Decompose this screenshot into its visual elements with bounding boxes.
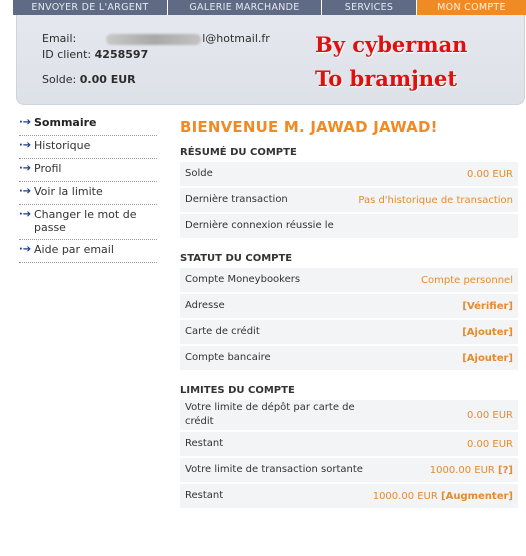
sidebar-item-label: Aide par email	[34, 243, 114, 256]
verify-address-link[interactable]: [Vérifier]	[462, 300, 513, 312]
add-credit-card-link[interactable]: [Ajouter]	[462, 326, 513, 338]
sidebar-item-label: Sommaire	[34, 116, 97, 129]
limits-row-card-deposit	[180, 400, 518, 432]
add-bank-account-link[interactable]: [Ajouter]	[462, 352, 513, 364]
sidebar-item-label: Historique	[34, 139, 91, 152]
arrow-bullet-icon: ·➔	[19, 209, 32, 220]
sidebar-item-profile[interactable]	[19, 159, 157, 182]
tab-my-account[interactable]: MON COMPTE	[417, 0, 526, 15]
email-label: Email:	[42, 32, 77, 45]
row-key: Compte Moneybookers	[185, 274, 301, 285]
account-header	[16, 15, 525, 105]
row-key: Votre limite de dépôt par carte de crédit	[185, 402, 355, 427]
client-id-line	[42, 48, 148, 61]
arrow-bullet-icon: ·➔	[19, 163, 32, 174]
balance-label: Solde:	[42, 73, 77, 86]
row-key: Carte de crédit	[185, 326, 260, 337]
sidebar-item-change-password[interactable]	[19, 205, 157, 240]
limits-row-remaining-deposit	[180, 432, 518, 458]
status-row-address	[180, 294, 518, 320]
watermark-line-1: By cyberman	[315, 32, 468, 57]
row-value: 0.00 EUR	[466, 438, 513, 450]
balance-value: 0.00 EUR	[79, 73, 136, 86]
sidebar-item-summary[interactable]	[19, 113, 157, 136]
row-key: Votre limite de transaction sortante	[185, 464, 363, 475]
row-value: 0.00 EUR	[466, 168, 513, 180]
row-key: Dernière connexion réussie le	[185, 220, 334, 231]
status-row-bank-account	[180, 346, 518, 372]
welcome-heading: BIENVENUE M. JAWAD JAWAD!	[180, 118, 438, 136]
increase-limit-link[interactable]: [Augmenter]	[441, 490, 513, 502]
summary-section-title: RÉSUMÉ DU COMPTE	[180, 147, 297, 158]
balance-line	[42, 73, 136, 86]
row-key: Compte bancaire	[185, 352, 271, 363]
main-content	[180, 118, 518, 510]
email-value: l@hotmail.fr	[202, 32, 270, 45]
client-id-value: 4258597	[94, 48, 149, 61]
client-id-label: ID client:	[42, 48, 92, 61]
status-row-credit-card	[180, 320, 518, 346]
limits-row-outgoing-limit	[180, 458, 518, 484]
summary-row-last-login	[180, 214, 518, 240]
tab-send-money[interactable]: ENVOYER DE L'ARGENT	[13, 0, 168, 15]
sidebar-item-label: Profil	[34, 162, 62, 175]
row-key: Dernière transaction	[185, 194, 288, 205]
email-line	[42, 32, 270, 45]
row-key: Solde	[185, 168, 213, 179]
sidebar-item-label: Changer le mot de passe	[34, 208, 137, 234]
watermark-line-2: To bramjnet	[315, 66, 458, 91]
tab-merchant-gallery[interactable]: GALERIE MARCHANDE	[168, 0, 322, 15]
arrow-bullet-icon: ·➔	[19, 186, 32, 197]
sidebar-item-email-help[interactable]	[19, 240, 157, 263]
row-key: Restant	[185, 490, 224, 501]
status-row-account-type	[180, 268, 518, 294]
row-value: 1000.00 EUR	[429, 464, 495, 476]
tab-services[interactable]: SERVICES	[322, 0, 417, 15]
summary-row-last-transaction	[180, 188, 518, 214]
sidebar-item-label: Voir la limite	[34, 185, 103, 198]
email-redaction	[106, 34, 201, 45]
arrow-bullet-icon: ·➔	[19, 244, 32, 255]
row-value: 0.00 EUR	[466, 409, 513, 421]
limits-section-title: LIMITES DU COMPTE	[180, 385, 295, 396]
status-section-title: STATUT DU COMPTE	[180, 253, 293, 264]
row-value: 1000.00 EUR	[372, 490, 438, 502]
row-value: Pas d'historique de transaction	[358, 194, 513, 206]
limits-row-remaining-outgoing	[180, 484, 518, 510]
row-key: Adresse	[185, 300, 225, 311]
arrow-bullet-icon: ·➔	[19, 117, 32, 128]
sidebar-nav	[19, 113, 157, 263]
top-nav	[13, 0, 526, 15]
arrow-bullet-icon: ·➔	[19, 140, 32, 151]
sidebar-item-limits[interactable]	[19, 182, 157, 205]
summary-row-balance	[180, 162, 518, 188]
sidebar-item-history[interactable]	[19, 136, 157, 159]
help-link[interactable]: [?]	[498, 464, 513, 476]
row-key: Restant	[185, 438, 224, 449]
row-value: Compte personnel	[421, 274, 513, 286]
